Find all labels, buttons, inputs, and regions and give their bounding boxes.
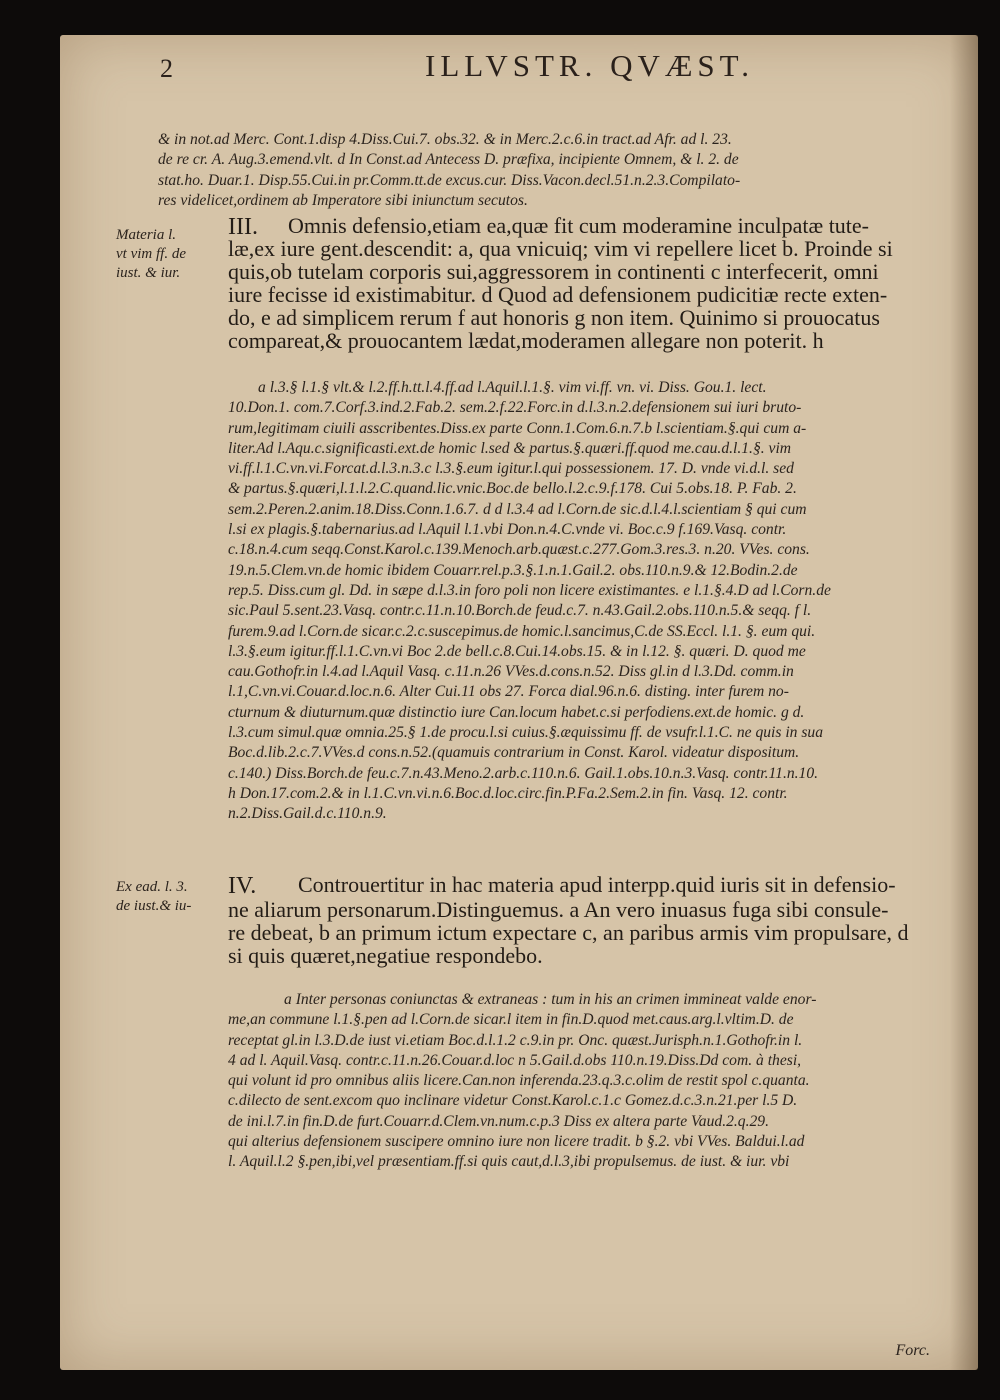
note-line: c.dilecto de sent.excom quo inclinare videtur Const.Karol.c.1.c Gomez.d.c.3.n.21.per l.5 D. xyxy=(228,1092,798,1110)
note-line: c.140.) Diss.Borch.de feu.c.7.n.43.Meno.2.arb.c.110.n.6. Gail.1.obs.10.n.3.Vasq. contr.11.n.10. xyxy=(228,764,819,782)
body-line: compareat,& prouocantem lædat,moderamen allegare non poterit. h xyxy=(228,328,824,353)
section-4-text xyxy=(228,898,909,967)
body-line: re debeat, b an primum ictum expectare c, an paribus armis vim propulsare, d xyxy=(228,920,909,945)
margin-note-section-3 xyxy=(116,226,186,283)
note-line: receptat gl.in l.3.D.de iust vi.etiam Boc.d.l.1.2 c.9.in pr. Onc. quæst.Jurisph.n.1.Gothofr.in l. xyxy=(228,1031,803,1049)
body-line: do, e ad simplicem rerum f aut honoris g non item. Quinimo si prouocatus xyxy=(228,305,880,330)
note-line: Boc.d.lib.2.c.7.VVes.d cons.n.52.(quamuis contrarium in Const. Karol. videatur dispositum. xyxy=(228,744,800,762)
note-line: sic.Paul 5.sent.23.Vasq. contr.c.11.n.10.Borch.de feud.c.7. n.43.Gail.2.obs.110.n.5.& seqq. f l. xyxy=(228,602,812,620)
note-line: stat.ho. Duar.1. Disp.55.Cui.in pr.Comm.tt.de excus.cur. Diss.Vacon.decl.51.n.2.3.Compilato- xyxy=(158,171,741,189)
section-4-footnotes xyxy=(228,990,816,1173)
note-line: res videlicet,ordinem ab Imperatore sibi iniunctum secutos. xyxy=(158,191,528,209)
note-line: l.3.cum simul.quæ omnia.25.§ 1.de procu.l.si cuius.§.æquissimu ff. de vsufr.l.1.C. ne quis in sua xyxy=(228,724,824,742)
running-head: ILLVSTR. QVÆST. xyxy=(425,48,755,83)
note-line: me,an commune l.1.§.pen ad l.Corn.de sicar.l item in fin.D.quod met.caus.arg.l.vltim.D. de xyxy=(228,1011,794,1029)
note-line: cturnum & diuturnum.quæ distinctio iure Can.locum habet.c.si perfodiens.ext.de homic. g d. xyxy=(228,703,805,721)
section-3-first-line xyxy=(288,214,869,237)
note-line: 4 ad l. Aquil.Vasq. contr.c.11.n.26.Couar.d.loc n 5.Gail.d.obs 110.n.19.Diss.Dd com. à thesi, xyxy=(228,1051,802,1069)
body-line: ne aliarum personarum.Distinguemus. a An vero inuasus fuga sibi consule- xyxy=(228,897,889,922)
body-line: Controuertitur in hac materia apud interpp.quid iuris sit in defensio- xyxy=(298,872,896,897)
note-line: l.3.§.eum igitur.ff.l.1.C.vn.vi Boc 2.de bell.c.8.Cui.14.obs.15. & in l.12. §. quæri. D. quod me xyxy=(228,642,806,660)
body-line: læ,ex iure gent.descendit: a, qua vnicuiq; vim vi repellere licet b. Proinde si xyxy=(228,236,893,261)
note-line: qui volunt id pro omnibus aliis licere.Can.non inferenda.23.q.3.c.olim de restit spol c.quanta. xyxy=(228,1072,810,1090)
margin-line: Materia l. xyxy=(116,227,176,243)
page-gutter-shadow xyxy=(950,35,978,1370)
body-line: iure fecisse id existimabitur. d Quod ad defensionem pudicitiæ recte exten- xyxy=(228,282,888,307)
note-line: 19.n.5.Clem.vn.de homic ibidem Couarr.rel.p.3.§.1.n.1.Gail.2. obs.110.n.9.& 12.Bodin.2.de xyxy=(228,561,798,579)
body-line: quis,ob tutelam corporis sui,aggressorem in continenti c interfecerit, omni xyxy=(228,259,879,284)
margin-line: iust. & iur. xyxy=(116,265,181,281)
note-line: c.18.n.4.cum seqq.Const.Karol.c.139.Menoch.arb.quæst.c.277.Gom.3.res.3. n.20. VVes. cons. xyxy=(228,541,810,559)
margin-line: Ex ead. l. 3. xyxy=(116,879,188,895)
body-line: si quis quæret,negatiue respondebo. xyxy=(228,943,543,968)
section-3-footnotes xyxy=(228,378,831,825)
note-line: sem.2.Peren.2.anim.18.Diss.Conn.1.6.7. d d l.3.4 ad l.Corn.de sic.d.l.4.l.scientiam § qui cum xyxy=(228,500,807,518)
margin-line: de iust.& iu- xyxy=(116,898,192,914)
note-line: a Inter personas coniunctas & extraneas : tum in his an crimen immineat valde enor- xyxy=(284,991,817,1008)
note-line: liter.Ad l.Aqu.c.significasti.ext.de homic l.sed & partus.§.quæri.ff.quod me.cau.d.l.1.§. vim xyxy=(228,439,792,457)
note-line: h Don.17.com.2.& in l.1.C.vn.vi.n.6.Boc.d.loc.circ.fin.P.Fa.2.Sem.2.in fin. Vasq. 12. contr. xyxy=(228,784,788,802)
note-line: n.2.Diss.Gail.d.c.110.n.9. xyxy=(228,805,387,823)
note-line: cau.Gothofr.in l.4.ad l.Aquil Vasq. c.11.n.26 VVes.d.cons.n.52. Diss gl.in d l.3.Dd. comm.in xyxy=(228,663,794,681)
note-line: de ini.l.7.in fin.D.de furt.Couarr.d.Clem.vn.num.c.p.3 Diss ex altera parte Vaud.2.q.29. xyxy=(228,1112,769,1130)
note-line: de re cr. A. Aug.3.emend.vlt. d In Const.ad Antecess D. præfixa, incipiente Omnem, & l. 2. de xyxy=(158,151,739,169)
section-3-number: III. xyxy=(228,214,258,240)
note-line: l.1,C.vn.vi.Couar.d.loc.n.6. Alter Cui.11 obs 27. Forca dial.96.n.6. disting. inter furem no- xyxy=(228,683,789,701)
note-line: rum,legitimam ciuili asscribentes.Diss.ex parte Conn.1.Com.6.n.7.b l.scientiam.§.qui cum a- xyxy=(228,419,807,437)
catchword: Forc. xyxy=(895,1342,930,1359)
page-number: 2 xyxy=(160,54,173,83)
note-line: rep.5. Diss.cum gl. Dd. in sæpe d.l.3.in foro poli non licere existimantes. e l.1.§.4.D ad l.Corn.de xyxy=(228,581,831,599)
section-3-text xyxy=(228,237,893,352)
note-line: a l.3.§ l.1.§ vlt.& l.2.ff.h.tt.l.4.ff.ad l.Aquil.l.1.§. vim vi.ff. vn. vi. Diss. Gou.1. lect. xyxy=(258,379,767,396)
section-4-number: IV. xyxy=(228,873,257,899)
body-line: Omnis defensio,etiam ea,quæ fit cum moderamine inculpatæ tute- xyxy=(288,213,870,238)
top-footnotes xyxy=(158,130,740,211)
section-4-first-line xyxy=(298,873,896,896)
note-line: 10.Don.1. com.7.Corf.3.ind.2.Fab.2. sem.2.f.22.Forc.in d.l.3.n.2.defensionem sui iuri bruto- xyxy=(228,399,802,417)
margin-note-section-4 xyxy=(116,878,191,916)
note-line: vi.ff.l.1.C.vn.vi.Forcat.d.l.3.n.3.c l.3.§.eum igitur.l.qui possessionem. 17. D. vnde vi.d.l. sed xyxy=(228,460,794,478)
note-line: furem.9.ad l.Corn.de sicar.c.2.c.suscepimus.de homic.l.sancimus,C.de SS.Eccl. l.1. §. eum qui. xyxy=(228,622,816,640)
note-line: l. Aquil.l.2 §.pen,ibi,vel præsentiam.ff.si quis caut,d.l.3,ibi propulsemus. de iust. & iur. vbi xyxy=(228,1153,790,1171)
note-line: & partus.§.quæri,l.1.l.2.C.quand.lic.vnic.Boc.de bello.l.2.c.9.f.178. Cui 5.obs.18. P. Fab. 2. xyxy=(228,480,797,498)
note-line: & in not.ad Merc. Cont.1.disp 4.Diss.Cui.7. obs.32. & in Merc.2.c.6.in tract.ad Afr. ad l. 23. xyxy=(158,131,732,148)
margin-line: vt vim ff. de xyxy=(116,246,186,262)
note-line: l.si ex plagis.§.tabernarius.ad l.Aquil l.1.vbi Don.n.4.C.vnde vi. Boc.c.9 f.169.Vasq. contr. xyxy=(228,521,787,539)
note-line: qui alterius defensionem suscipere omnino iure non licere tradit. b §.2. vbi VVes. Baldui.l.ad xyxy=(228,1133,805,1151)
